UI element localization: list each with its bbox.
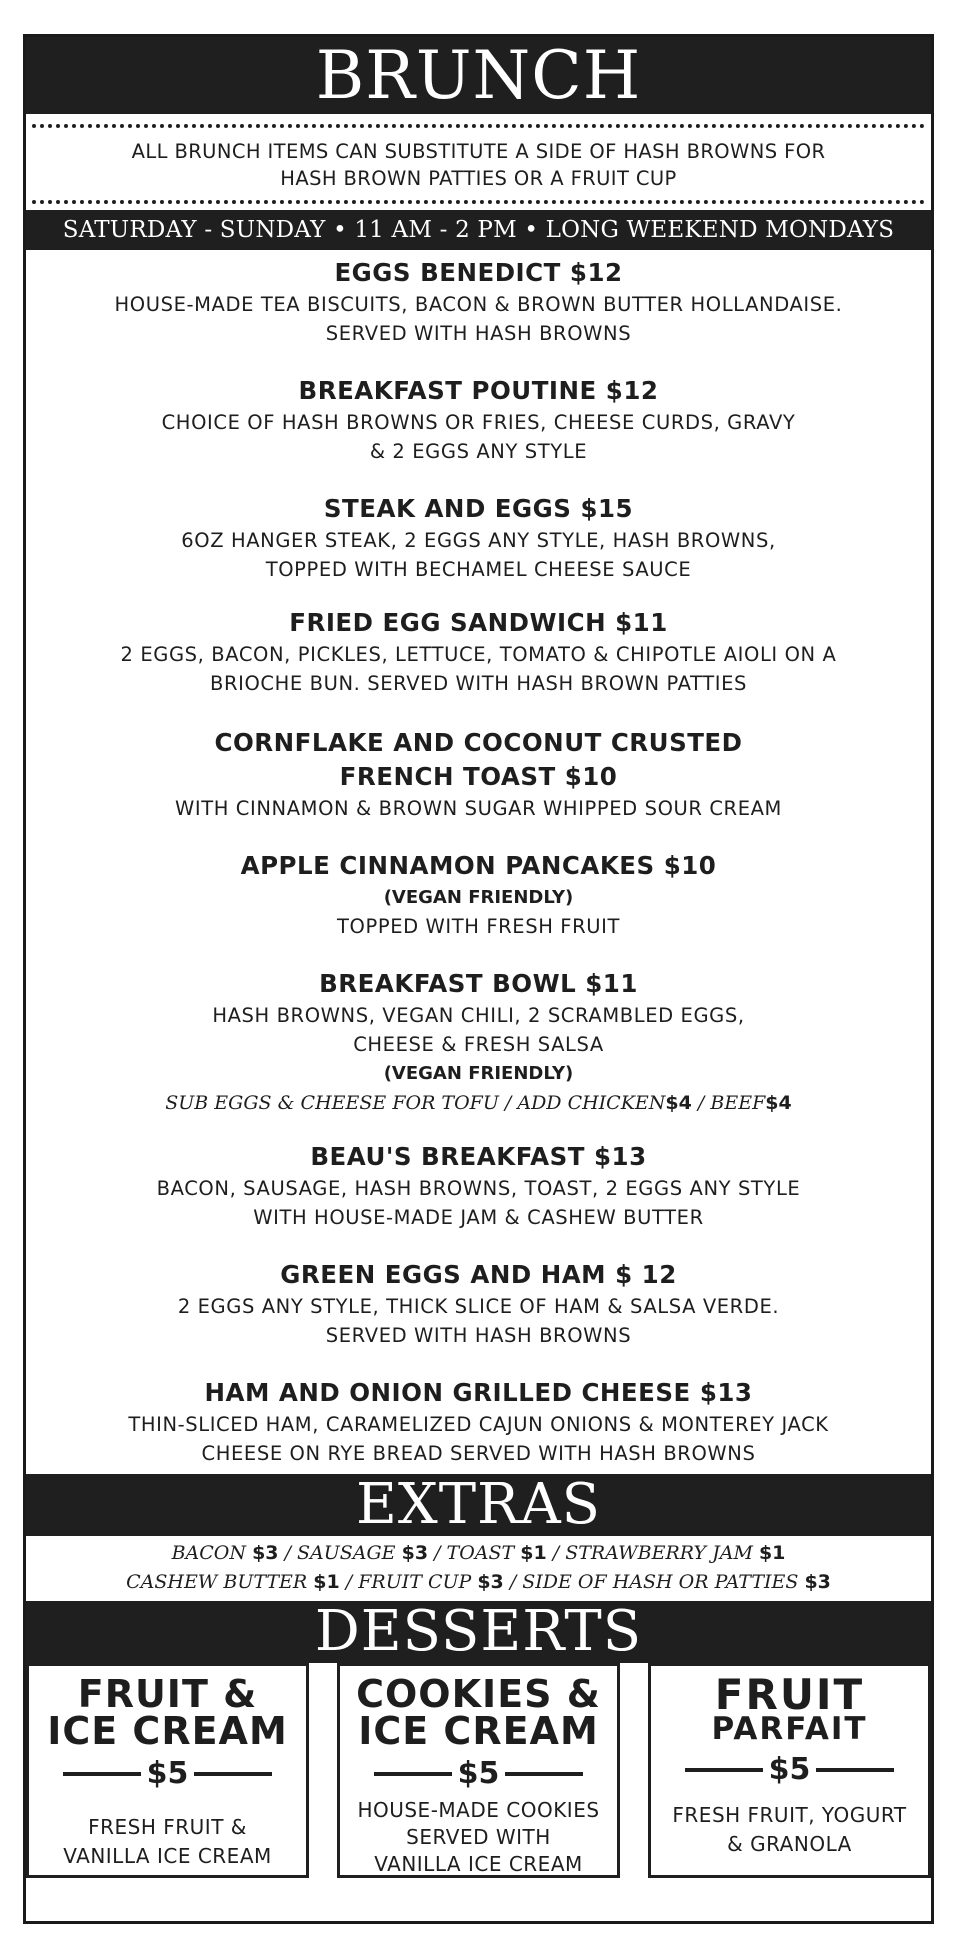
item-description: CHOICE OF HASH BROWNS OR FRIES, CHEESE CURDS, GRAVY <box>161 411 796 434</box>
dessert-desc-line: & GRANOLA <box>727 1832 852 1856</box>
vegan-badge: (VEGAN FRIENDLY) <box>383 1063 574 1084</box>
dessert-price: $5 <box>457 1756 500 1791</box>
extra-label: CASHEW BUTTER <box>126 1571 308 1593</box>
note-line: ALL BRUNCH ITEMS CAN SUBSTITUTE A SIDE OF HASH BROWNS FOR <box>131 140 826 163</box>
item-name: BREAKFAST BOWL $11 <box>319 969 638 998</box>
item-description: HOUSE-MADE TEA BISCUITS, BACON & BROWN BUTTER HOLLANDAISE. <box>114 293 843 316</box>
menu-frame <box>23 34 934 1924</box>
sub-price: $4 <box>765 1092 792 1114</box>
item-description: & 2 EGGS ANY STYLE <box>369 440 588 463</box>
menu-item <box>26 726 931 823</box>
extras-list <box>26 1536 931 1601</box>
divider <box>505 1772 583 1776</box>
brunch-title: BRUNCH <box>26 37 931 114</box>
item-description: WITH CINNAMON & BROWN SUGAR WHIPPED SOUR CREAM <box>175 797 782 820</box>
item-name: CORNFLAKE AND COCONUT CRUSTED <box>214 728 743 757</box>
item-description: TOPPED WITH FRESH FRUIT <box>337 915 620 938</box>
sub-text: SUB EGGS & CHEESE FOR TOFU / ADD CHICKEN <box>165 1092 666 1114</box>
item-description: CHEESE ON RYE BREAD SERVED WITH HASH BROWNS <box>201 1442 756 1465</box>
item-description: HASH BROWNS, VEGAN CHILI, 2 SCRAMBLED EGGS, <box>212 1004 745 1027</box>
dessert-card <box>26 1663 309 1878</box>
dessert-desc-line: FRESH FRUIT, YOGURT <box>672 1803 907 1827</box>
sub-separator: / <box>691 1092 705 1114</box>
item-description: BRIOCHE BUN. SERVED WITH HASH BROWN PATTIES <box>210 672 747 695</box>
item-description: THIN-SLICED HAM, CARAMELIZED CAJUN ONIONS & MONTEREY JACK <box>128 1413 829 1436</box>
extra-label: / SAUSAGE <box>284 1542 396 1564</box>
menu-item <box>26 1140 931 1232</box>
extra-label: / STRAWBERRY JAM <box>552 1542 753 1564</box>
item-description: SERVED WITH HASH BROWNS <box>325 322 632 345</box>
dessert-description <box>651 1801 928 1859</box>
dessert-card <box>648 1663 931 1878</box>
dessert-price-row <box>340 1756 617 1791</box>
item-description: TOPPED WITH BECHAMEL CHEESE SAUCE <box>265 558 692 581</box>
item-name: GREEN EGGS AND HAM $ 12 <box>280 1260 677 1289</box>
item-description: SERVED WITH HASH BROWNS <box>325 1324 632 1347</box>
dessert-description <box>29 1813 306 1871</box>
extra-label: / SIDE OF HASH OR PATTIES <box>509 1571 799 1593</box>
item-description: CHEESE & FRESH SALSA <box>353 1033 604 1056</box>
divider <box>194 1772 272 1776</box>
dessert-name <box>340 1672 617 1753</box>
note-line: HASH BROWN PATTIES OR A FRUIT CUP <box>280 167 677 190</box>
extra-price: $3 <box>477 1571 504 1593</box>
item-name: STEAK AND EGGS $15 <box>323 494 634 523</box>
dessert-name-line: FRUIT <box>714 1670 865 1719</box>
dessert-price-row <box>29 1756 306 1791</box>
item-name: EGGS BENEDICT $12 <box>334 258 623 287</box>
dessert-description <box>340 1797 617 1878</box>
dessert-name <box>651 1670 928 1747</box>
extras-line <box>26 1539 931 1568</box>
dessert-name-line: PARFAIT <box>711 1711 868 1747</box>
dessert-desc-line: HOUSE-MADE COOKIES <box>357 1798 600 1822</box>
item-name: FRENCH TOAST $10 <box>339 762 618 791</box>
menu-item <box>26 256 931 348</box>
item-name: BEAU'S BREAKFAST $13 <box>310 1142 647 1171</box>
extra-price: $3 <box>804 1571 831 1593</box>
desserts-title: DESSERTS <box>26 1601 931 1663</box>
extra-label: BACON <box>171 1542 247 1564</box>
dessert-price-row <box>651 1752 928 1787</box>
item-name: FRIED EGG SANDWICH $11 <box>289 608 668 637</box>
extra-price: $1 <box>758 1542 786 1564</box>
extra-price: $3 <box>252 1542 279 1564</box>
dessert-desc-line: VANILLA ICE CREAM <box>374 1852 583 1876</box>
menu-item <box>26 967 931 1118</box>
item-name: BREAKFAST POUTINE $12 <box>298 376 659 405</box>
extra-price: $1 <box>313 1571 340 1593</box>
item-description: 2 EGGS, BACON, PICKLES, LETTUCE, TOMATO & CHIPOTLE AIOLI ON A <box>120 643 837 666</box>
sub-price: $4 <box>665 1092 692 1114</box>
dessert-name-line: FRUIT & <box>77 1672 258 1716</box>
item-name: APPLE CINNAMON PANCAKES $10 <box>240 851 717 880</box>
extra-label: / FRUIT CUP <box>345 1571 472 1593</box>
menu-item <box>26 849 931 941</box>
divider <box>816 1768 894 1772</box>
extras-title: EXTRAS <box>26 1474 931 1536</box>
sub-text: BEEF <box>710 1092 766 1114</box>
dessert-name-line: COOKIES & <box>356 1672 601 1716</box>
menu-item <box>26 374 931 466</box>
vegan-badge: (VEGAN FRIENDLY) <box>383 887 574 908</box>
desserts-grid <box>26 1663 931 1878</box>
extra-label: / TOAST <box>434 1542 515 1564</box>
dessert-name-line: ICE CREAM <box>358 1709 599 1753</box>
item-description: 2 EGGS ANY STYLE, THICK SLICE OF HAM & SALSA VERDE. <box>177 1295 780 1318</box>
dessert-desc-line: FRESH FRUIT & <box>88 1815 247 1839</box>
dessert-price: $5 <box>768 1752 811 1787</box>
item-name: HAM AND ONION GRILLED CHEESE $13 <box>204 1378 753 1407</box>
extras-line <box>26 1568 931 1597</box>
extra-price: $3 <box>401 1542 429 1564</box>
menu-item <box>26 1376 931 1468</box>
brunch-items <box>26 250 931 1468</box>
dessert-desc-line: VANILLA ICE CREAM <box>63 1844 272 1868</box>
dessert-name <box>29 1672 306 1753</box>
brunch-hours: SATURDAY - SUNDAY • 11 AM - 2 PM • LONG WEEKEND MONDAYS <box>26 210 931 250</box>
extra-price: $1 <box>520 1542 547 1564</box>
dessert-price: $5 <box>146 1756 189 1791</box>
dessert-desc-line: SERVED WITH <box>406 1825 551 1849</box>
dessert-name-line: ICE CREAM <box>47 1709 288 1753</box>
divider <box>374 1772 452 1776</box>
item-description: WITH HOUSE-MADE JAM & CASHEW BUTTER <box>253 1206 704 1229</box>
brunch-substitution-note <box>32 124 925 204</box>
menu-item <box>26 492 931 584</box>
item-description: 6OZ HANGER STEAK, 2 EGGS ANY STYLE, HASH BROWNS, <box>181 529 776 552</box>
divider <box>63 1772 141 1776</box>
divider <box>685 1768 763 1772</box>
dessert-card <box>337 1663 620 1878</box>
item-substitution <box>26 1088 931 1118</box>
menu-item <box>26 606 931 698</box>
item-description: BACON, SAUSAGE, HASH BROWNS, TOAST, 2 EGGS ANY STYLE <box>156 1177 801 1200</box>
menu-item <box>26 1258 931 1350</box>
